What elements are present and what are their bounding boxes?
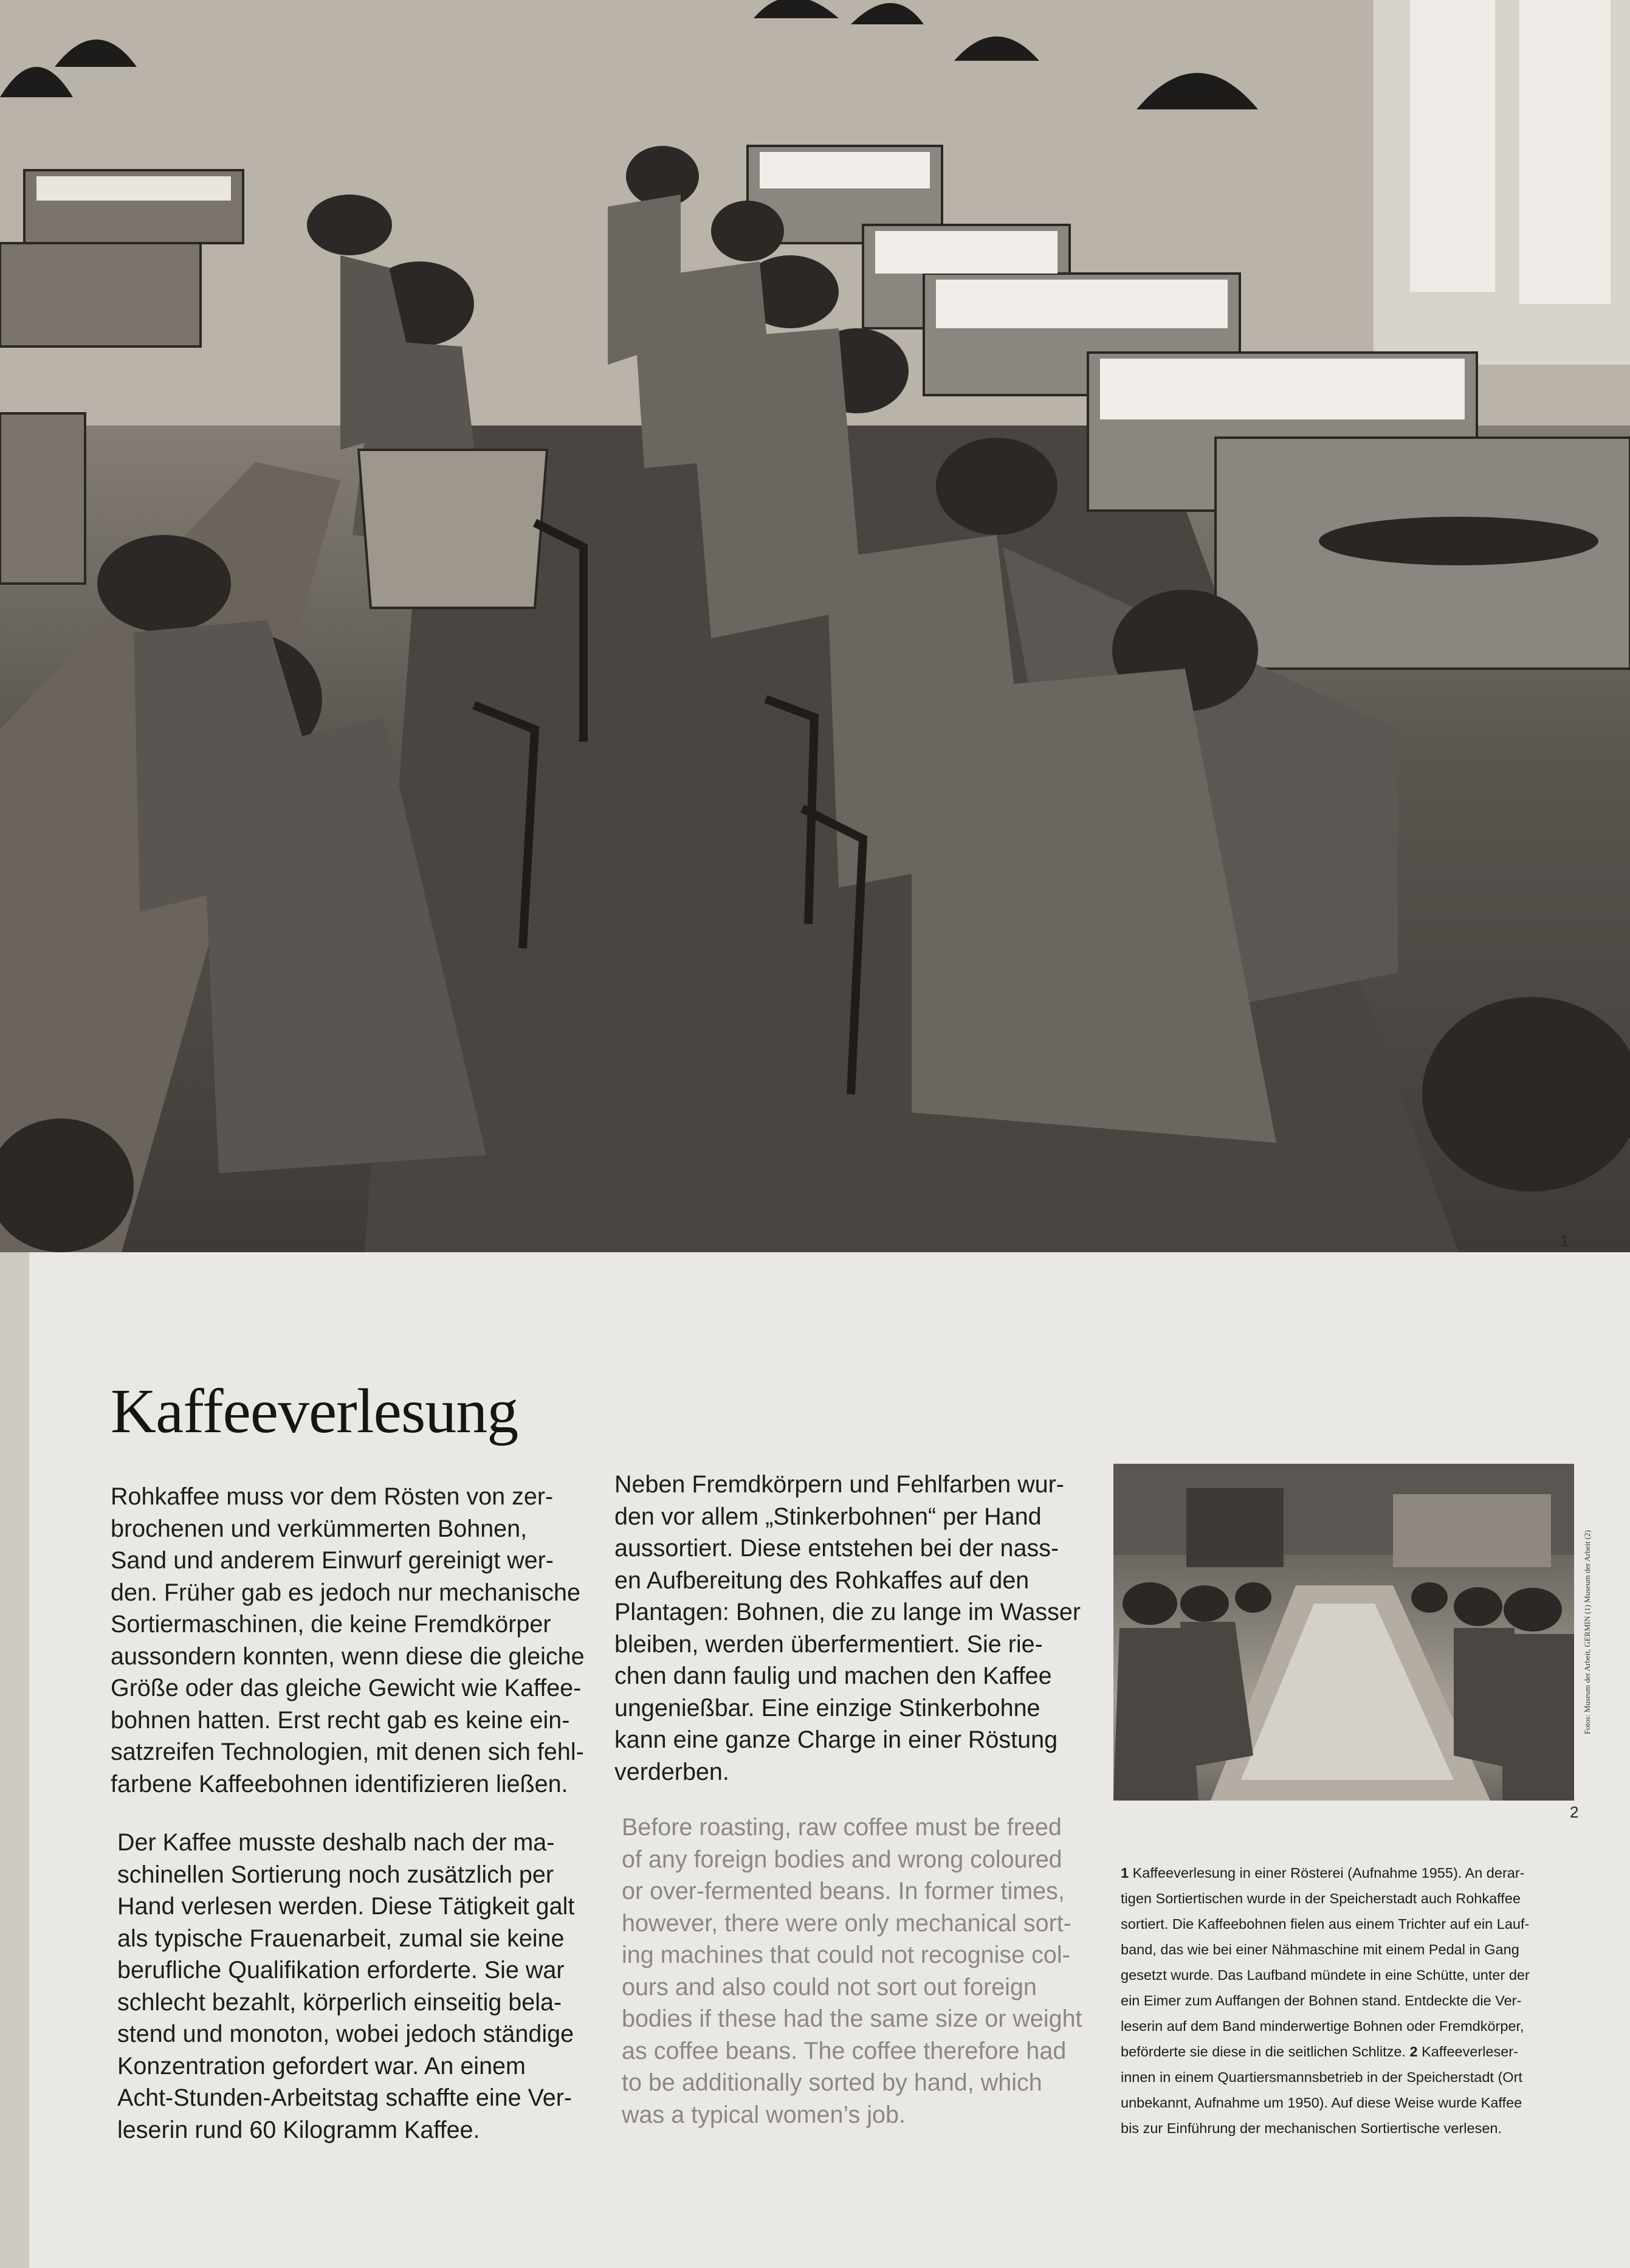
text-line: en Aufbereitung des Rohkaffes auf den	[614, 1567, 1030, 1594]
text-line: ing machines that could not recognise col-	[622, 1942, 1070, 1968]
text-line: kann eine ganze Charge in einer Röstung	[614, 1726, 1058, 1753]
text-line: aussondern konnten, wenn diese die gleiche	[111, 1642, 585, 1670]
photo-credit: Fotos: Museum der Arbeit, GERMIN (1) Museum der Arbeit (2)	[1583, 1530, 1592, 1734]
text-line: schinellen Sortierung noch zusätzlich per	[117, 1861, 554, 1888]
text-line: Größe oder das gleiche Gewicht wie Kaffee-	[111, 1675, 582, 1701]
column1-paragraph1	[111, 1481, 585, 1800]
text-line: was a typical women’s job.	[622, 2101, 906, 2128]
caption-line: Kaffeeverlesung in einer Rösterei (Aufnahme 1955). An derar-	[1129, 1865, 1525, 1881]
caption-number: 1	[1121, 1865, 1129, 1881]
figure-caption	[1121, 1860, 1583, 2141]
caption-line: tigen Sortiertischen wurde in der Speicherstadt auch Rohkaffee	[1121, 1891, 1521, 1906]
text-line: as coffee beans. The coffee therefore had	[622, 2037, 1067, 2064]
text-line: Konzentration gefordert war. An einem	[117, 2052, 526, 2080]
caption-line: unbekannt, Aufnahme um 1950). Auf diese Weise wurde Kaffee	[1121, 2095, 1522, 2111]
text-line: Sortiermaschinen, die keine Fremdkörper	[111, 1611, 551, 1638]
text-line: Hand verlesen werden. Diese Tätigkeit galt	[117, 1893, 575, 1920]
text-line: bodies if these had the same size or weight	[622, 2005, 1082, 2032]
figure-number-2: 2	[1570, 1803, 1579, 1821]
caption-line: sortiert. Die Kaffeebohnen fielen aus einem Trichter auf ein Lauf-	[1121, 1916, 1530, 1932]
caption-line: Kaffeeverleser-	[1417, 2044, 1519, 2059]
caption-number: 2	[1409, 2044, 1418, 2059]
text-line: chen dann faulig und machen den Kaffee	[614, 1663, 1052, 1689]
text-line: verderben.	[614, 1758, 729, 1785]
text-line: Neben Fremdkörpern und Fehlfarben wur-	[614, 1471, 1064, 1498]
text-line: Der Kaffee musste deshalb nach der ma-	[117, 1829, 555, 1856]
text-line: ours and also could not sort out foreign	[622, 1973, 1037, 2001]
caption-line: innen in einem Quartiersmannsbetrieb in der Speicherstadt (Ort	[1121, 2069, 1522, 2085]
secondary-photograph-drawing	[1113, 1464, 1574, 1801]
page-title: Kaffeeverlesung	[111, 1376, 518, 1446]
text-line: Acht-Stunden-Arbeitstag schaffte eine Ver-	[117, 2084, 573, 2111]
text-line: stend und monoton, wobei jedoch ständige	[117, 2021, 574, 2047]
figure-number-1: 1	[1560, 1232, 1569, 1250]
text-line: den. Früher gab es jedoch nur mechanische	[111, 1579, 580, 1606]
text-line: schlecht bezahlt, körperlich einseitig bela-	[117, 1988, 562, 2016]
text-line: however, there were only mechanical sort-	[622, 1909, 1071, 1937]
secondary-photograph	[1113, 1464, 1574, 1801]
text-line: farbene Kaffeebohnen identifizieren ließen.	[111, 1770, 568, 1798]
caption-line: leserin auf dem Band minderwertige Bohnen oder Fremdkörper,	[1121, 2018, 1524, 2034]
text-line: den vor allem „Stinkerbohnen“ per Hand	[614, 1503, 1042, 1530]
text-line: or over-fermented beans. In former times,	[622, 1878, 1065, 1904]
text-line: of any foreign bodies and wrong coloured	[622, 1846, 1062, 1873]
text-line: bohnen hatten. Erst recht gab es keine ein-	[111, 1706, 570, 1734]
text-line: Sand und anderem Einwurf gereinigt wer-	[111, 1547, 554, 1574]
caption-line: band, das wie bei einer Nähmaschine mit einem Pedal in Gang	[1121, 1942, 1519, 1957]
text-line: to be additionally sorted by hand, which	[622, 2069, 1042, 2096]
text-line: als typische Frauenarbeit, zumal sie keine	[117, 1925, 565, 1952]
text-line: ungenießbar. Eine einzige Stinkerbohne	[614, 1694, 1040, 1722]
text-line: Before roasting, raw coffee must be freed	[622, 1814, 1062, 1841]
column2-english-paragraph	[622, 1811, 1082, 2131]
column1-paragraph2	[117, 1827, 574, 2146]
column2-paragraph1	[614, 1469, 1081, 1788]
text-line: brochenen und verkümmerten Bohnen,	[111, 1515, 528, 1542]
caption-line: ein Eimer zum Auffangen der Bohnen stand. Entdeckte die Ver-	[1121, 1993, 1522, 2008]
text-line: Rohkaffee muss vor dem Rösten von zer-	[111, 1483, 554, 1510]
text-line: bleiben, werden überfermentiert. Sie rie-	[614, 1630, 1043, 1658]
text-line: satzreifen Technologien, mit denen sich fehl-	[111, 1739, 584, 1765]
text-line: aussortiert. Diese entstehen bei der nass-	[614, 1535, 1059, 1562]
text-line: Plantagen: Bohnen, die zu lange im Wasser	[614, 1599, 1081, 1625]
caption-line: beförderte sie diese in die seitlichen Schlitze.	[1121, 2044, 1410, 2059]
text-line: leserin rund 60 Kilogramm Kaffee.	[117, 2116, 480, 2143]
caption-line: gesetzt wurde. Das Laufband mündete in eine Schütte, unter der	[1121, 1967, 1530, 1983]
text-line: berufliche Qualifikation erforderte. Sie war	[117, 1957, 565, 1984]
caption-line: bis zur Einführung der mechanischen Sortiertische verlesen.	[1121, 2120, 1502, 2136]
